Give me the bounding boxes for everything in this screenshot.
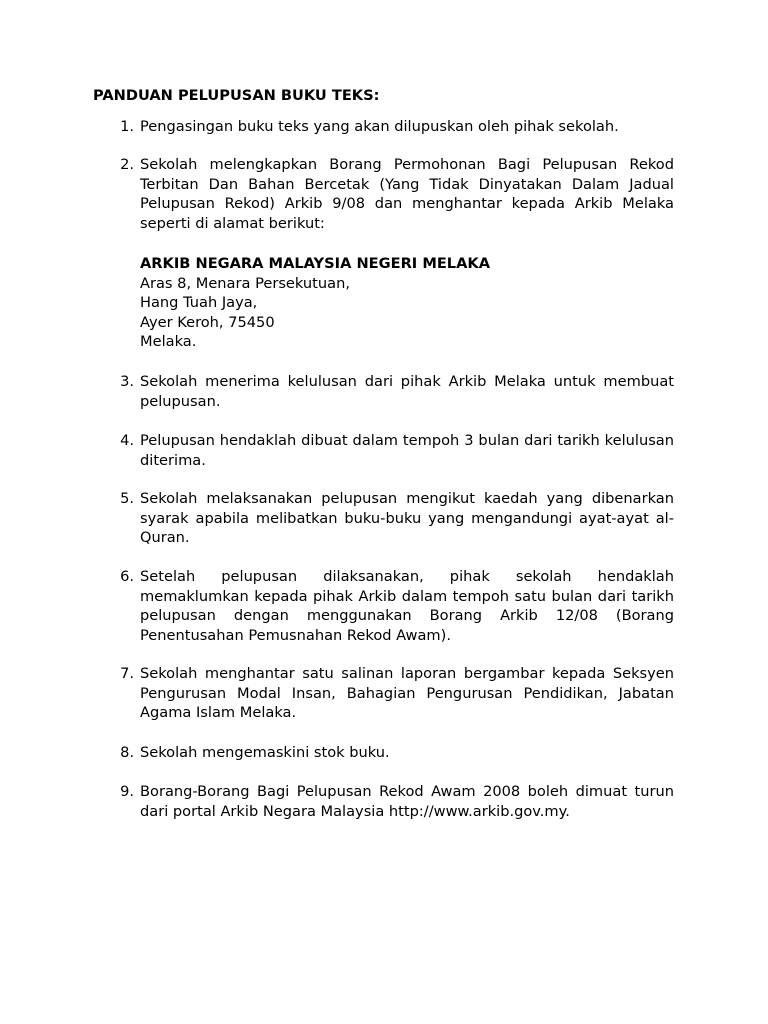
list-item-text: Pengasingan buku teks yang akan dilupuskan oleh pihak sekolah. <box>140 118 619 135</box>
list-item-text: Borang-Borang Bagi Pelupusan Rekod Awam 2008 boleh dimuat turun dari portal Arkib Negara Malaysia http://www.arkib.gov.my. <box>140 783 674 820</box>
list-item-number: 2. <box>120 156 134 173</box>
list-item-number: 6. <box>120 568 134 585</box>
address-block <box>140 254 674 352</box>
address-line: Aras 8, Menara Persekutuan, <box>140 274 350 292</box>
list-item-text: Setelah pelupusan dilaksanakan, pihak sekolah hendaklah memaklumkan kepada pihak Arkib dalam tempoh satu bulan dari tarikh pelupusan dengan menggunakan Borang Arkib 12/08 (Borang Penentusahan Pemusnahan Rekod Awam). <box>140 568 674 644</box>
list-item-number: 7. <box>120 665 134 682</box>
address-line: Ayer Keroh, 75450 <box>140 313 275 331</box>
list-item-number: 8. <box>120 744 134 761</box>
list-item-text: Pelupusan hendaklah dibuat dalam tempoh 3 bulan dari tarikh kelulusan diterima. <box>140 432 674 469</box>
list-item-text: Sekolah menghantar satu salinan laporan bergambar kepada Seksyen Pengurusan Modal Insan, Bahagian Pengurusan Pendidikan, Jabatan Agama Islam Melaka. <box>140 665 674 722</box>
document-heading: PANDUAN PELUPUSAN BUKU TEKS: <box>93 87 380 104</box>
address-line: Melaka. <box>140 333 197 351</box>
list-item-number: 4. <box>120 432 134 449</box>
list-item-text: Sekolah menerima kelulusan dari pihak Arkib Melaka untuk membuat pelupusan. <box>140 373 674 410</box>
list-item-number: 3. <box>120 373 134 390</box>
list-item-number: 1. <box>120 118 134 135</box>
list-item-text: Sekolah melengkapkan Borang Permohonan Bagi Pelupusan Rekod Terbitan Dan Bahan Bercetak (Yang Tidak Dinyatakan Dalam Jadual Pelupusan Rekod) Arkib 9/08 dan menghantar kepada Arkib Melaka seperti di alamat berikut: <box>140 156 674 232</box>
address-line: Hang Tuah Jaya, <box>140 294 258 312</box>
list-item-number: 9. <box>120 783 134 800</box>
list-item-text: Sekolah melaksanakan pelupusan mengikut kaedah yang dibenarkan syarak apabila melibatkan buku-buku yang mengandungi ayat-ayat al-Quran. <box>140 490 674 547</box>
list-item-text: Sekolah mengemaskini stok buku. <box>140 744 390 761</box>
address-title: ARKIB NEGARA MALAYSIA NEGERI MELAKA <box>140 255 491 272</box>
list-item-number: 5. <box>120 490 134 507</box>
